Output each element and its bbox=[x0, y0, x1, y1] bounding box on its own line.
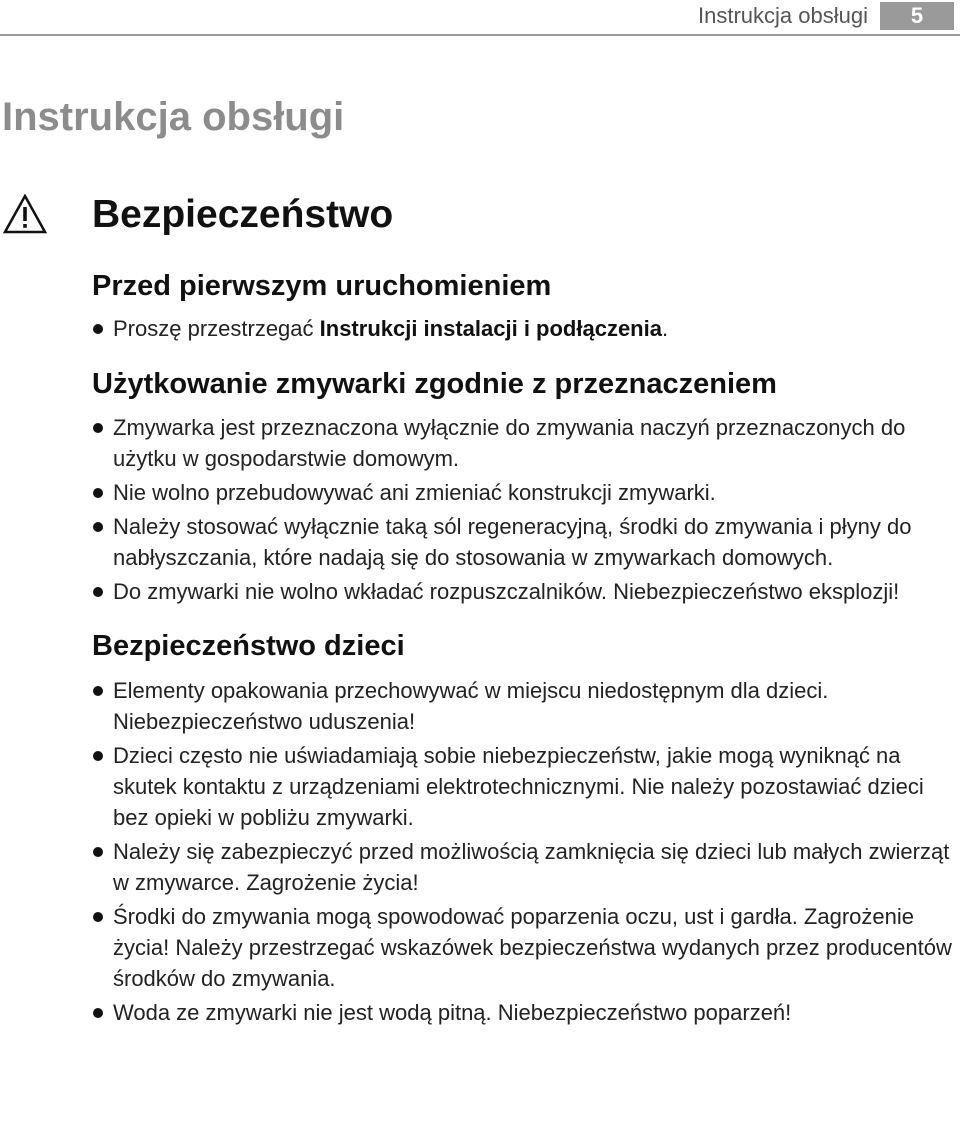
list-item-text-end: . bbox=[661, 316, 669, 341]
list-item: Dzieci często nie uświadamiają sobie niebezpieczeństw, jakie mogą wyniknąć na skutek kontaktu z urządzeniami elektrotechnicznymi. Nie należy pozostawiać dzieci bez opieki w pobliżu zmywarki. bbox=[92, 740, 954, 833]
page-number-badge: 5 bbox=[880, 2, 954, 30]
safety-content bbox=[92, 268, 954, 1028]
installation-instructions-reference: Instrukcji instalacji i podłączenia bbox=[319, 316, 662, 341]
list-item: Należy się zabezpieczyć przed możliwością zamknięcia się dzieci lub małych zwierząt w zmywarce. Zagrożenie życia! bbox=[92, 836, 954, 898]
bullet-list bbox=[92, 313, 954, 344]
section-before-first-use bbox=[92, 268, 954, 344]
subheading-child-safety: Bezpieczeństwo dzieci bbox=[92, 630, 405, 662]
list-item bbox=[92, 313, 954, 344]
section-child-safety bbox=[92, 628, 954, 1028]
page-header bbox=[0, 0, 960, 36]
list-item: Do zmywarki nie wolno wkładać rozpuszczalników. Niebezpieczeństwo eksplozji! bbox=[92, 576, 954, 607]
section-title-safety: Bezpieczeństwo bbox=[92, 193, 394, 236]
warning-triangle-icon bbox=[3, 194, 47, 234]
list-item: Zmywarka jest przeznaczona wyłącznie do zmywania naczyń przeznaczonych do użytku w gospodarstwie domowym. bbox=[92, 412, 954, 474]
bullet-list bbox=[92, 675, 954, 1028]
list-item: Elementy opakowania przechowywać w miejscu niedostępnym dla dzieci. Niebezpieczeństwo uduszenia! bbox=[92, 675, 954, 737]
list-item: Należy stosować wyłącznie taką sól regeneracyjną, środki do zmywania i płyny do nabłyszczania, które nadają się do stosowania w zmywarkach domowych. bbox=[92, 511, 954, 573]
subheading-before-first-use: Przed pierwszym uruchomieniem bbox=[92, 270, 552, 302]
list-item-text: Proszę przestrzegać bbox=[113, 316, 320, 341]
bullet-list bbox=[92, 412, 954, 607]
list-item: Nie wolno przebudowywać ani zmieniać konstrukcji zmywarki. bbox=[92, 477, 954, 508]
document-title: Instrukcja obsługi bbox=[2, 95, 345, 139]
list-item: Środki do zmywania mogą spowodować poparzenia oczu, ust i gardła. Zagrożenie życia! Należy przestrzegać wskazówek bezpieczeństwa wydanych przez producentów środków do zmywania. bbox=[92, 901, 954, 994]
section-intended-use bbox=[92, 366, 954, 607]
subheading-intended-use: Użytkowanie zmywarki zgodnie z przeznaczeniem bbox=[92, 368, 777, 400]
running-header-title: Instrukcja obsługi bbox=[698, 3, 868, 28]
list-item: Woda ze zmywarki nie jest wodą pitną. Niebezpieczeństwo poparzeń! bbox=[92, 997, 954, 1028]
